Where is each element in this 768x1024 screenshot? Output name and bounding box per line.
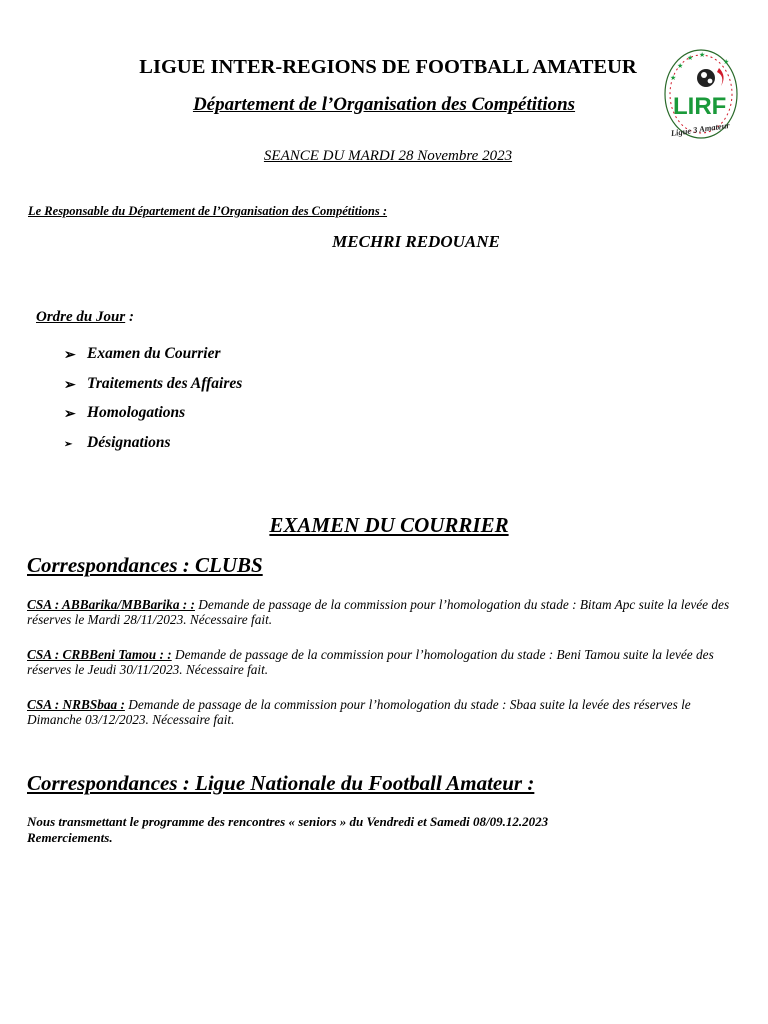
entry-text: Demande de passage de la commission pour l’homologation du stade : Sbaa suite la levée des réserves le Dimanche 03/12/2023. Nécessaire fait. (27, 697, 691, 727)
agenda-list (64, 345, 242, 463)
entry-label: CSA : ABBarika/MBBarika : : (27, 597, 195, 612)
entry-text: Demande de passage de la commission pour l’homologation du stade : Beni Tamou suite la levée des réserves le Jeudi 30/11/2023. Nécessaire fait. (27, 647, 714, 677)
agenda-heading-suffix: : (125, 309, 134, 325)
entry-label: CSA : NRBSbaa : (27, 697, 125, 712)
arrow-bullet-icon: ➢ (64, 407, 76, 422)
agenda-heading-label: Ordre du Jour (36, 309, 126, 325)
list-item (64, 375, 242, 405)
lirf-logo (661, 48, 739, 146)
courrier-entry (27, 647, 743, 677)
svg-text:★: ★ (699, 51, 706, 59)
courrier-entry (27, 597, 743, 627)
courrier-entry (27, 697, 743, 727)
list-item (64, 345, 242, 375)
session-date: SEANCE DU MARDI 28 Novembre 2023 (263, 148, 513, 164)
lnfa-body (27, 814, 743, 846)
agenda-heading (36, 309, 134, 326)
agenda-item-label: Désignations (87, 433, 171, 451)
lnfa-heading: Correspondances : Ligue Nationale du Football Amateur : (27, 771, 535, 795)
entry-label: CSA : CRBBeni Tamou : : (27, 647, 172, 662)
arrow-bullet-icon: ➢ (64, 438, 73, 450)
clubs-heading: Correspondances : CLUBS (27, 553, 263, 577)
svg-text:★: ★ (670, 74, 677, 82)
agenda-item-label: Homologations (87, 404, 186, 421)
arrow-bullet-icon: ➢ (64, 348, 76, 363)
svg-text:★: ★ (687, 54, 694, 62)
examen-heading: EXAMEN DU COURRIER (269, 513, 509, 537)
svg-text:★: ★ (723, 58, 730, 66)
logo-text: LIRF (673, 93, 727, 120)
list-item (64, 404, 242, 434)
department-subtitle: Département de l’Organisation des Compétitions (192, 94, 576, 115)
list-item (64, 434, 242, 464)
league-title: LIGUE INTER-REGIONS DE FOOTBALL AMATEUR (139, 56, 637, 78)
agenda-item-label: Examen du Courrier (87, 345, 221, 362)
entry-text: Demande de passage de la commission pour l’homologation du stade : Bitam Apc suite la levée des réserves le Mardi 28/11/2023. Nécessaire fait. (27, 597, 730, 627)
agenda-item-label: Traitements des Affaires (87, 374, 243, 392)
responsable-label: Le Responsable du Département de l’Organisation des Compétitions : (28, 204, 388, 218)
arrow-bullet-icon: ➢ (64, 377, 76, 393)
svg-text:★: ★ (677, 62, 684, 70)
lnfa-text-line: Remerciements. (27, 830, 113, 845)
lnfa-text-line: Nous transmettant le programme des rencontres « seniors » du Vendredi et Samedi 08/09.12.2023 (27, 814, 549, 829)
logo-tagline: Ligue 3 Amateur (670, 120, 731, 139)
responsable-name: MECHRI REDOUANE (332, 232, 500, 251)
